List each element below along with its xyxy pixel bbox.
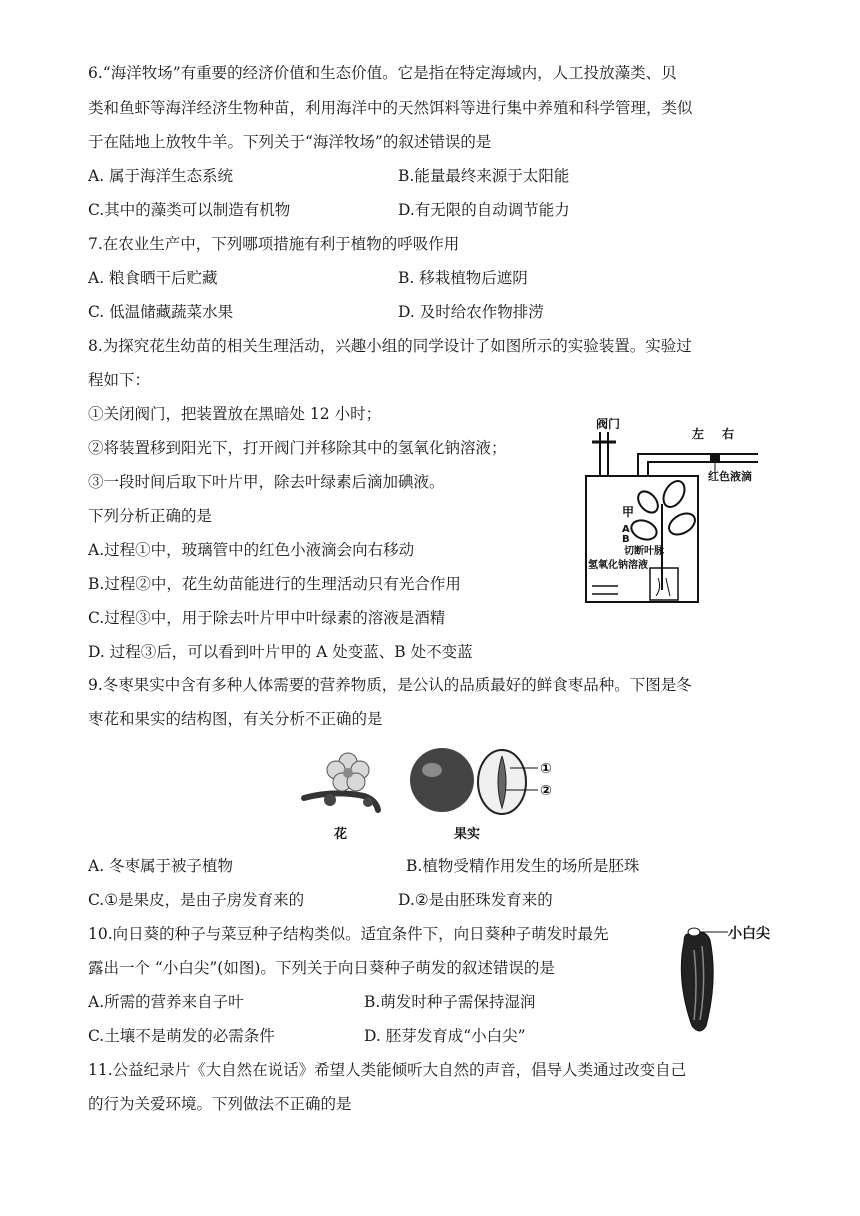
q8-option-c: C.过程③中，用于除去叶片甲中叶绿素的溶液是酒精 xyxy=(88,609,446,627)
q10-stem-line-2: 露出一个 “小白尖”(如图)。下列关于向日葵种子萌发的叙述错误的是 xyxy=(88,959,555,977)
fig-right-label: 右 xyxy=(722,427,735,441)
fig-leaf-label: 甲 xyxy=(622,505,635,519)
fig-naoh-label: 氢氧化钠溶液 xyxy=(588,560,648,571)
q8-step-2: ②将装置移到阳光下，打开阀门并移除其中的氢氧化钠溶液； xyxy=(88,439,507,457)
q6-stem-line-1: 6.“海洋牧场”有重要的经济价值和生态价值。它是指在特定海域内，人工投放藻类、贝 xyxy=(88,64,677,82)
q7-option-b: B. 移栽植物后遮阴 xyxy=(398,269,528,287)
q6-option-b: B.能量最终来源于太阳能 xyxy=(398,167,570,185)
q9-option-b: B.植物受精作用发生的场所是胚珠 xyxy=(406,857,640,875)
q8-option-a: A.过程①中，玻璃管中的红色小液滴会向右移动 xyxy=(88,541,415,559)
q7-option-d: D. 及时给农作物排涝 xyxy=(398,303,544,321)
fig-tip-label: 小白尖 xyxy=(728,926,770,942)
q8-step-3: ③一段时间后取下叶片甲，除去叶绿素后滴加碘液。 xyxy=(88,473,445,491)
flower-icon xyxy=(324,753,373,807)
q10-option-c: C.土壤不是萌发的必需条件 xyxy=(88,1027,275,1045)
q9-option-a: A. 冬枣属于被子植物 xyxy=(88,857,234,875)
fig-flower-label: 花 xyxy=(334,827,348,842)
q8-apparatus-figure xyxy=(578,418,774,604)
q6-option-a: A. 属于海洋生态系统 xyxy=(88,167,234,185)
q9-option-d: D.②是由胚珠发育来的 xyxy=(398,891,553,909)
q8-step-1: ①关闭阀门，把装置放在黑暗处 12 小时； xyxy=(88,405,382,423)
q8-option-b: B.过程②中，花生幼苗能进行的生理活动只有光合作用 xyxy=(88,575,461,593)
q8-option-d: D. 过程③后，可以看到叶片甲的 A 处变蓝、B 处不变蓝 xyxy=(88,643,473,661)
q11-stem-line-1: 11.公益纪录片《大自然在说话》希望人类能倾听大自然的声音，倡导人类通过改变自己 xyxy=(88,1061,687,1079)
fig-fruit-label: 果实 xyxy=(454,827,481,842)
q6-option-c: C.其中的藻类可以制造有机物 xyxy=(88,201,291,219)
q10-seed-figure xyxy=(668,920,790,1038)
fig-b-label: B xyxy=(622,534,630,545)
q10-option-a: A.所需的营养来自子叶 xyxy=(88,993,244,1011)
q6-stem-line-2: 类和鱼虾等海洋经济生物种苗，利用海洋中的天然饵料等进行集中养殖和科学管理，类似 xyxy=(88,99,693,117)
q8-stem-line-1: 8.为探究花生幼苗的相关生理活动，兴趣小组的同学设计了如图所示的实验装置。实验过 xyxy=(88,337,692,355)
q9-stem-line-1: 9.冬枣果实中含有多种人体需要的营养物质，是公认的品质最好的鲜食枣品种。下图是冬 xyxy=(88,676,692,694)
q8-stem-line-2: 程如下： xyxy=(88,371,151,389)
sunflower-seed-icon xyxy=(681,932,713,1031)
q9-stem-line-2: 枣花和果实的结构图，有关分析不正确的是 xyxy=(88,710,383,728)
q7-option-a: A. 粮食晒干后贮藏 xyxy=(88,269,218,287)
q11-stem-line-2: 的行为关爱环境。下列做法不正确的是 xyxy=(88,1095,352,1113)
q7-stem: 7.在农业生产中，下列哪项措施有利于植物的呼吸作用 xyxy=(88,235,460,253)
q6-option-d: D.有无限的自动调节能力 xyxy=(398,201,570,219)
fig-a-label: A xyxy=(622,524,630,535)
q9-option-c: C.①是果皮，是由子房发育来的 xyxy=(88,891,305,909)
white-tip-icon xyxy=(688,928,700,936)
fig-part-2-label: ② xyxy=(540,783,552,799)
q9-flower-fruit-figure xyxy=(300,740,580,846)
fig-valve-label: 阀门 xyxy=(596,418,621,431)
q10-option-d: D. 胚芽发育成“小白尖” xyxy=(364,1027,526,1045)
fig-drop-label: 红色液滴 xyxy=(708,470,752,483)
q8-prompt: 下列分析正确的是 xyxy=(88,507,213,525)
q10-stem-line-1: 10.向日葵的种子与菜豆种子结构类似。适宜条件下，向日葵种子萌发时最先 xyxy=(88,925,609,943)
fig-cut-label: 切断叶脉 xyxy=(624,546,664,557)
q6-stem-line-3: 于在陆地上放牧牛羊。下列关于“海洋牧场”的叙述错误的是 xyxy=(88,133,492,151)
beaker-icon xyxy=(650,568,678,600)
fruit-icon xyxy=(410,748,474,812)
q10-option-b: B.萌发时种子需保持湿润 xyxy=(364,993,536,1011)
leaf-icon xyxy=(659,477,689,510)
fig-left-label: 左 xyxy=(692,427,705,441)
q7-option-c: C. 低温储藏蔬菜水果 xyxy=(88,303,234,321)
fig-part-1-label: ① xyxy=(540,761,552,777)
red-drop-icon xyxy=(710,454,720,462)
